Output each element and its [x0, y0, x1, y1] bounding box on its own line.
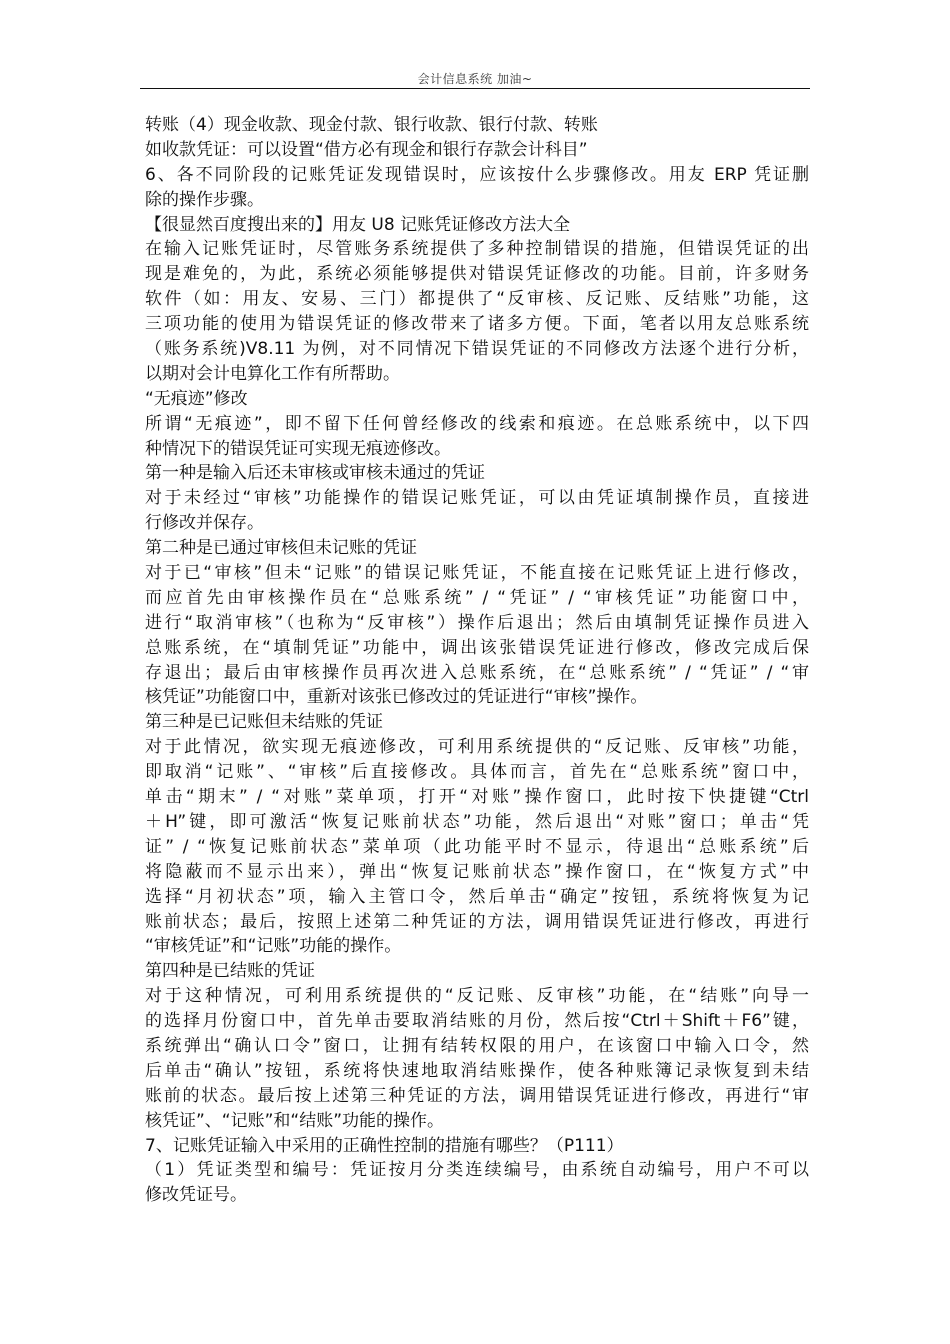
text-line: 总账系统，在“填制凭证”功能中，调出该张错误凭证进行修改，修改完成后保 [145, 637, 809, 658]
text-line: 系统弹出“确认口令”窗口，让拥有结转权限的用户，在该窗口中输入口令，然 [145, 1035, 809, 1056]
text-line: 种情况下的错误凭证可实现无痕迹修改。 [145, 438, 451, 459]
text-line: 第二种是已通过审核但未记账的凭证 [145, 538, 417, 559]
text-line: 行修改并保存。 [145, 513, 264, 534]
text-line: 对于未经过“审核”功能操作的错误记账凭证，可以由凭证填制操作员，直接进 [145, 488, 809, 509]
text-line: 进行“取消审核”（也称为“反审核”）操作后退出；然后由填制凭证操作员进入 [145, 612, 809, 633]
text-line: 第三种是已记账但未结账的凭证 [145, 712, 383, 733]
text-line: “审核凭证”和“记账”功能的操作。 [145, 936, 402, 957]
text-line: 第一种是输入后还未审核或审核未通过的凭证 [145, 463, 485, 484]
text-line: 单击“期末” / “对账”菜单项，打开“对账”操作窗口，此时按下快捷键“Ctrl [145, 787, 809, 808]
text-line: 选择“月初状态”项，输入主管口令，然后单击“确定”按钮，系统将恢复为记 [145, 886, 809, 907]
text-line: 第四种是已结账的凭证 [145, 961, 315, 982]
text-line: 在输入记账凭证时，尽管账务系统提供了多种控制错误的措施，但错误凭证的出 [145, 239, 809, 260]
text-line: “无痕迹”修改 [145, 388, 248, 409]
text-line: 核凭证”、“记账”和“结账”功能的操作。 [145, 1110, 445, 1131]
text-line: 修改凭证号。 [145, 1185, 247, 1206]
text-line: 证” / “恢复记账前状态”菜单项（此功能平时不显示，待退出“总账系统”后 [145, 836, 809, 857]
text-line: 的选择月份窗口中，首先单击要取消结账的月份，然后按“Ctrl＋Shift＋F6”键， [145, 1011, 809, 1032]
document-body [145, 113, 809, 1208]
text-line: （1）凭证类型和编号：凭证按月分类连续编号，由系统自动编号，用户不可以 [145, 1160, 809, 1181]
header-rule [140, 88, 810, 89]
text-line: 软件（如：用友、安易、三门）都提供了“反审核、反记账、反结账”功能，这 [145, 289, 809, 310]
text-line: 转账（4）现金收款、现金付款、银行收款、银行付款、转账 [145, 115, 598, 135]
text-line: 现是难免的，为此，系统必须能够提供对错误凭证修改的功能。目前，许多财务 [145, 264, 809, 285]
text-line: 对于已“审核”但未“记账”的错误记账凭证，不能直接在记账凭证上进行修改， [145, 563, 809, 584]
text-line: 即取消“记账”、“审核”后直接修改。具体而言，首先在“总账系统”窗口中， [145, 762, 809, 783]
text-line: 核凭证”功能窗口中，重新对该张已修改过的凭证进行“审核”操作。 [145, 687, 648, 708]
text-line: （账务系统)V8.11 为例，对不同情况下错误凭证的不同修改方法逐个进行分析， [145, 339, 809, 360]
text-line: ＋H”键，即可激活“恢复记账前状态”功能，然后退出“对账”窗口；单击“凭 [145, 811, 809, 832]
text-line: 除的操作步骤。 [145, 189, 264, 210]
text-line: 而应首先由审核操作员在“总账系统” / “凭证” / “审核凭证”功能窗口中， [145, 587, 809, 608]
text-line: 存退出；最后由审核操作员再次进入总账系统，在“总账系统” / “凭证” / “审 [145, 662, 809, 683]
text-line: 对于这种情况，可利用系统提供的“反记账、反审核”功能，在“结账”向导一 [145, 986, 809, 1007]
text-line: 账前的状态。最后按上述第三种凭证的方法，调用错误凭证进行修改，再进行“审 [145, 1085, 809, 1106]
page-header: 会计信息系统 加油~ [417, 72, 533, 86]
text-line: 【很显然百度搜出来的】用友 U8 记账凭证修改方法大全 [145, 214, 571, 235]
text-line: 账前状态；最后，按照上述第二种凭证的方法，调用错误凭证进行修改，再进行 [145, 911, 809, 932]
text-line: 所谓“无痕迹”，即不留下任何曾经修改的线索和痕迹。在总账系统中，以下四 [145, 413, 809, 434]
text-line: 将隐蔽而不显示出来），弹出“恢复记账前状态”操作窗口，在“恢复方式”中 [145, 861, 809, 882]
text-line: 7、记账凭证输入中采用的正确性控制的措施有哪些？（P111） [145, 1135, 624, 1156]
text-line: 后单击“确认”按钮，系统将快速地取消结账操作，使各种账簿记录恢复到未结 [145, 1060, 809, 1081]
text-line: 以期对会计电算化工作有所帮助。 [145, 363, 400, 384]
text-line: 6、各不同阶段的记账凭证发现错误时，应该按什么步骤修改。用友 ERP 凭证删 [145, 164, 809, 185]
text-line: 对于此情况，欲实现无痕迹修改，可利用系统提供的“反记账、反审核”功能， [145, 737, 809, 758]
text-line: 如收款凭证：可以设置“借方必有现金和银行存款会计科目” [145, 139, 588, 160]
text-line: 三项功能的使用为错误凭证的修改带来了诸多方便。下面，笔者以用友总账系统 [145, 314, 809, 335]
